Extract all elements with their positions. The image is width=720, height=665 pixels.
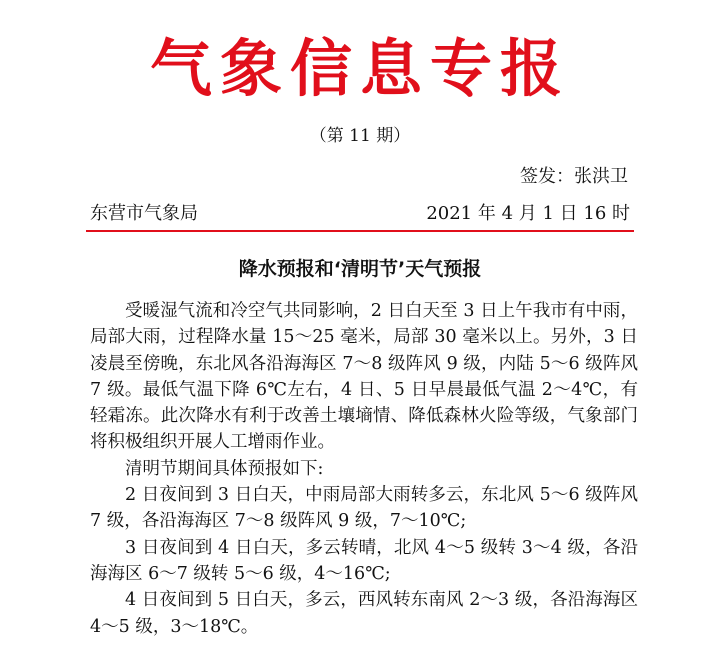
article-headline: 降水预报和‘清明节’天气预报 xyxy=(238,258,482,280)
red-divider-rule xyxy=(86,230,634,232)
issue-number: （第 11 期） xyxy=(309,126,411,146)
signer-line: 签发：张洪卫 xyxy=(520,166,628,187)
issue-datetime: 2021 年 4 月 1 日 16 时 xyxy=(426,203,630,224)
masthead-title: 气象信息专报 xyxy=(149,32,570,105)
paragraph-forecast-day-1: 2 日夜间到 3 日白天，中雨局部大雨转多云，东北风 5～6 级阵风 7 级，各沿海海区 7～8 级阵风 9 级，7～10℃; xyxy=(90,485,638,532)
article-body xyxy=(90,298,638,640)
paragraph-forecast-day-3: 4 日夜间到 5 日白天，多云，西风转东南风 2～3 级，各沿海海区 4～5 级，3～18℃。 xyxy=(90,590,638,637)
paragraph-intro: 清明节期间具体预报如下: xyxy=(125,458,324,479)
issuing-organization: 东营市气象局 xyxy=(90,203,198,224)
paragraph-forecast-day-2: 3 日夜间到 4 日白天，多云转晴，北风 4～5 级转 3～4 级，各沿海海区 6～7 级转 5～6 级，4～16℃; xyxy=(90,537,638,584)
paragraph-overview: 受暖湿气流和冷空气共同影响，2 日白天至 3 日上午我市有中雨，局部大雨，过程降水量 15～25 毫米，局部 30 毫米以上。另外，3 日凌晨至傍晚，东北风各沿海海区 7～8 级阵风 9 级，内陆 5～6 级阵风 7 级。最低气温下降 6℃左右，4 日、5 日早晨最低气温 2～4℃，有轻霜冻。此次降水有利于改善土壤墒情、降低森林火险等级，气象部门将积极组织开展人工增雨作业。 xyxy=(90,301,638,453)
